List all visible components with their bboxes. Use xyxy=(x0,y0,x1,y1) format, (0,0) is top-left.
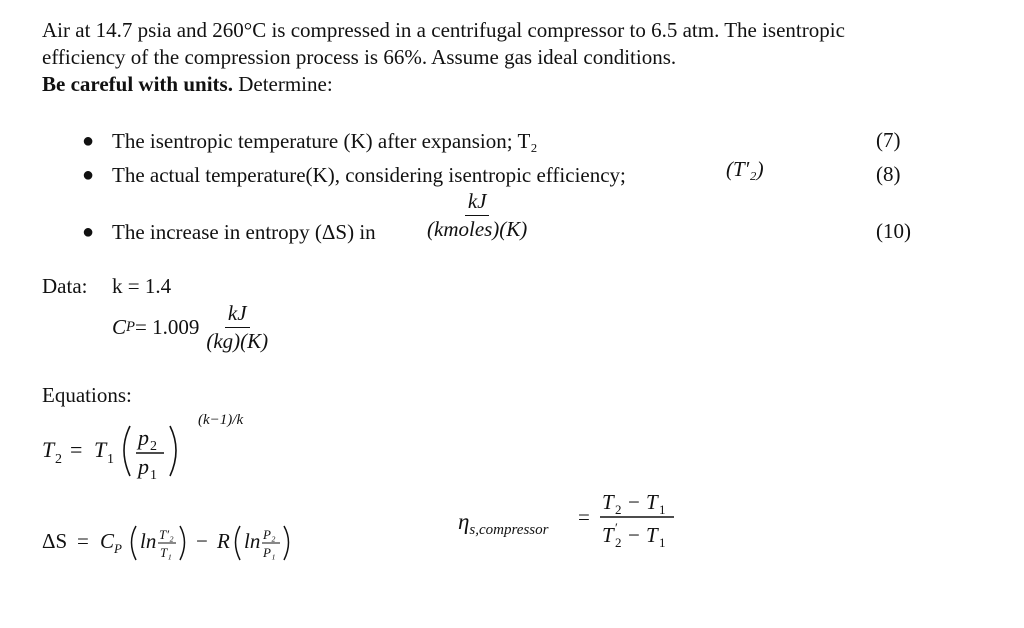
problem-statement-line-2: efficiency of the compression process is 66%. Assume gas ideal conditions. xyxy=(42,45,677,69)
svg-text:P₁: P₁ xyxy=(263,545,276,560)
cp-subscript: P xyxy=(126,319,135,335)
equation-efficiency xyxy=(578,484,698,554)
svg-text:T: T xyxy=(42,437,55,462)
svg-text:ΔS: ΔS xyxy=(42,529,68,553)
instruction-line xyxy=(42,71,333,98)
entropy-unit-numerator: kJ xyxy=(465,188,490,216)
svg-text:−: − xyxy=(196,529,208,553)
t2-prime-symbol: (T′₂) xyxy=(726,157,764,181)
bullet-3-text: The increase in entropy (ΔS) in xyxy=(112,220,376,244)
k-value: k = 1.4 xyxy=(112,274,172,298)
svg-text:T′₂: T′₂ xyxy=(159,527,174,542)
cp-symbol: C xyxy=(112,315,127,339)
equation-entropy-change xyxy=(42,512,342,572)
cp-number: = 1.009 xyxy=(135,315,200,339)
svg-text:=: = xyxy=(578,505,590,529)
svg-text:T: T xyxy=(602,490,614,514)
svg-text:=: = xyxy=(77,529,89,553)
cp-value xyxy=(112,300,271,355)
bullet-3-points: (10) xyxy=(876,219,911,243)
bullet-dot-1: ● xyxy=(82,130,95,152)
equation-efficiency-svg xyxy=(578,484,698,554)
cp-unit-fraction xyxy=(203,300,271,355)
equation-exponent: (k−1)/k xyxy=(198,412,244,428)
svg-text:P₂: P₂ xyxy=(263,527,276,542)
svg-text:1: 1 xyxy=(150,468,157,483)
equation-entropy-svg xyxy=(42,512,342,572)
svg-text:2: 2 xyxy=(615,502,622,517)
svg-text:ln: ln xyxy=(244,529,261,553)
eta-symbol: η xyxy=(458,509,470,534)
svg-text:T: T xyxy=(94,437,107,462)
data-label: Data: xyxy=(42,274,88,298)
svg-text:p: p xyxy=(138,425,149,450)
svg-text:p: p xyxy=(138,454,149,479)
svg-text:2: 2 xyxy=(150,439,157,454)
svg-text:1: 1 xyxy=(107,452,114,467)
svg-text:2: 2 xyxy=(615,535,622,550)
svg-text:=: = xyxy=(70,437,83,462)
entropy-unit-fraction xyxy=(424,188,530,243)
svg-text:1: 1 xyxy=(659,535,666,550)
svg-text:T: T xyxy=(602,523,614,547)
bullet-1-text: The isentropic temperature (K) after expansion; T₂ xyxy=(112,129,538,153)
svg-text:ln: ln xyxy=(140,529,157,553)
svg-text:−: − xyxy=(628,490,640,514)
bullet-dot-2: ● xyxy=(82,164,95,186)
svg-text:T: T xyxy=(646,523,658,547)
bullet-1-points: (7) xyxy=(876,128,901,152)
bullet-2-points: (8) xyxy=(876,162,901,186)
eta-subscript: s,compressor xyxy=(469,522,549,539)
svg-text:T₁: T₁ xyxy=(160,545,172,560)
svg-text:T: T xyxy=(646,490,658,514)
problem-statement-line-1: Air at 14.7 psia and 260°C is compressed in a centrifugal compressor to 6.5 atm. The isentropic xyxy=(42,18,845,42)
svg-text:R: R xyxy=(217,529,230,553)
svg-text:−: − xyxy=(628,523,640,547)
careful-bold: Be careful with units. xyxy=(42,72,233,96)
equation-isentropic-svg xyxy=(42,410,342,490)
cp-unit-denominator: (kg)(K) xyxy=(206,329,269,353)
entropy-unit-denominator: (kmoles)(K) xyxy=(427,217,528,241)
cp-unit-numerator: kJ xyxy=(225,300,250,328)
determine-text: Determine: xyxy=(232,72,333,96)
efficiency-symbol xyxy=(458,508,548,544)
svg-text:P: P xyxy=(114,541,122,556)
svg-text:′: ′ xyxy=(615,520,618,535)
svg-text:2: 2 xyxy=(55,452,62,467)
svg-text:1: 1 xyxy=(659,502,666,517)
bullet-2-text: The actual temperature(K), considering isentropic efficiency; xyxy=(112,163,626,187)
bullet-dot-3: ● xyxy=(82,221,95,243)
equations-label: Equations: xyxy=(42,383,132,407)
svg-text:C: C xyxy=(100,529,115,553)
equation-isentropic-temperature xyxy=(42,410,342,490)
